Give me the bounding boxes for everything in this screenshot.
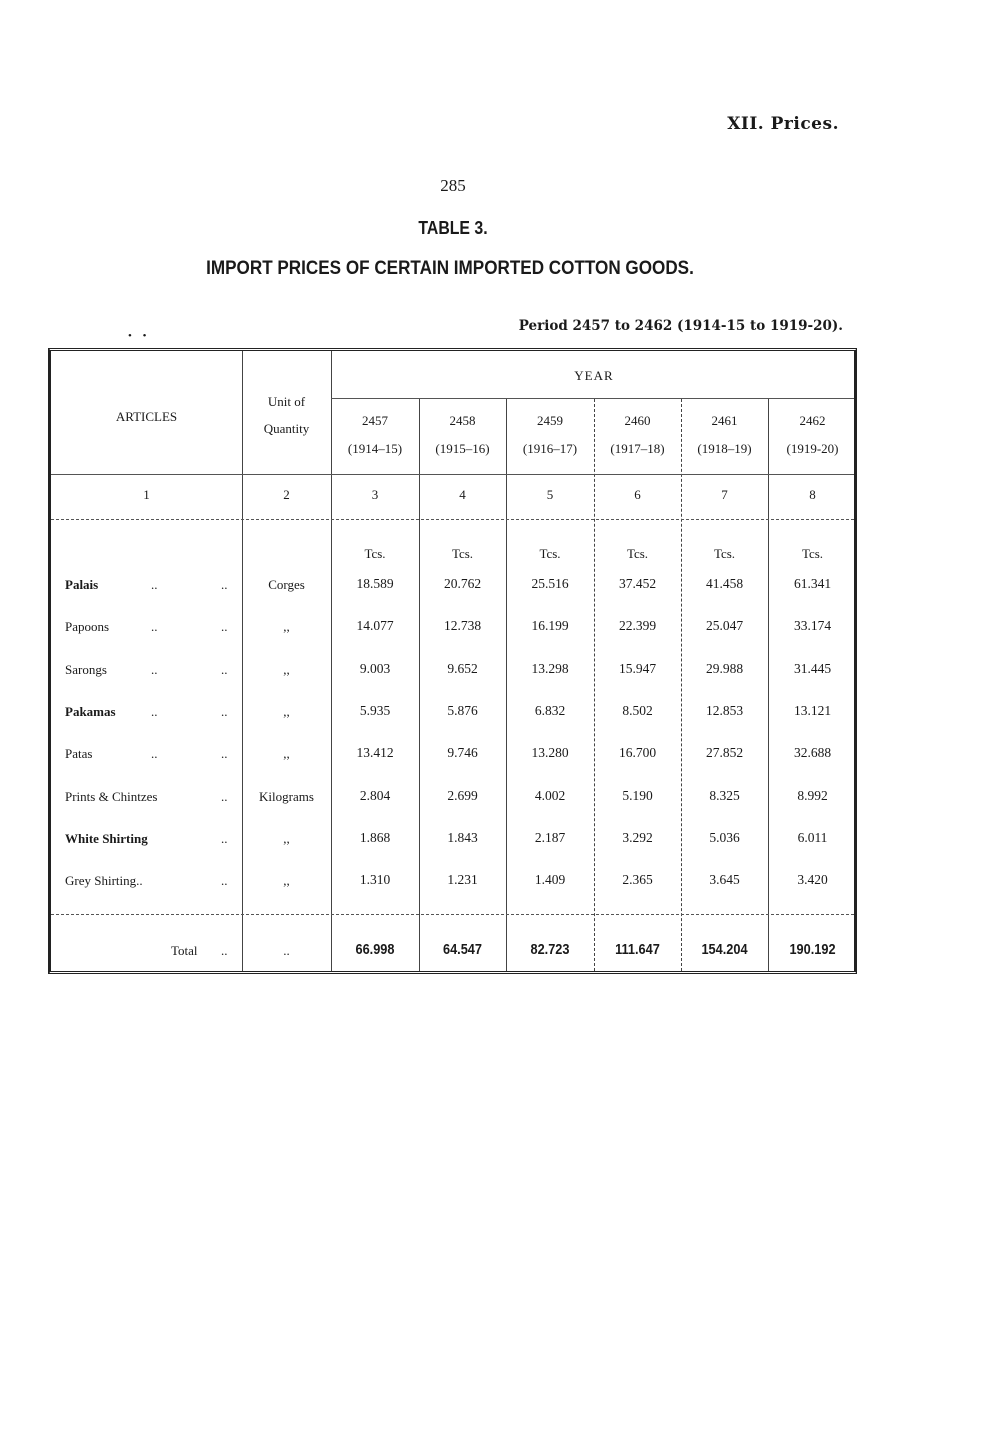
price-value: 13.280: [531, 745, 569, 760]
leader-dots: ..: [221, 943, 228, 958]
price-value: 12.738: [443, 618, 482, 633]
article-name: Sarongs: [65, 662, 107, 677]
column-number: 6: [634, 487, 641, 502]
stray-dots: • •: [128, 330, 151, 342]
article-name: Patas: [65, 746, 93, 761]
currency-unit: Tcs.: [539, 546, 561, 561]
unit-of-quantity: Corges: [268, 577, 305, 592]
column-number: 1: [143, 487, 150, 502]
leader-dots: ..: [151, 662, 158, 677]
price-value: 2.365: [622, 872, 653, 887]
price-value: 16.700: [618, 745, 657, 760]
unit-of-quantity: ,,: [283, 831, 290, 846]
table-number: TABLE 3.: [418, 218, 488, 238]
row-divider: [331, 398, 854, 399]
price-value: 1.409: [534, 872, 566, 887]
leader-dots: ..: [221, 704, 228, 719]
total-value: 82.723: [530, 941, 570, 958]
price-value: 1.868: [359, 830, 391, 845]
year-ad: (1918–19): [697, 441, 752, 456]
price-value: 32.688: [793, 745, 832, 760]
year-be: 2459: [537, 413, 563, 428]
price-value: 3.292: [622, 830, 653, 845]
total-label: Total: [171, 943, 198, 958]
year-ad: (1917–18): [610, 441, 665, 456]
price-value: 1.843: [447, 830, 478, 845]
price-value: 2.804: [359, 788, 391, 803]
price-value: 13.121: [793, 703, 832, 718]
article-name: White Shirting: [65, 831, 148, 846]
leader-dots: ..: [221, 789, 228, 804]
price-value: 3.645: [709, 872, 740, 887]
article-name: Palais: [65, 577, 99, 592]
price-value: 20.762: [443, 576, 482, 591]
price-value: 5.036: [709, 830, 740, 845]
price-value: 4.002: [534, 788, 566, 803]
price-value: 13.412: [356, 745, 394, 760]
currency-unit: Tcs.: [451, 546, 474, 561]
page-number: 285: [440, 176, 466, 195]
price-value: 25.047: [705, 618, 744, 633]
price-value: 27.852: [705, 745, 744, 760]
price-value: 25.516: [531, 576, 569, 591]
year-header: YEAR: [574, 368, 614, 383]
total-value: 66.998: [355, 941, 395, 958]
currency-unit: Tcs.: [364, 546, 386, 561]
leader-dots: ..: [221, 873, 228, 888]
price-table: [48, 348, 857, 974]
unit-header-line1: Unit of: [267, 394, 306, 409]
unit-header-line2: Quantity: [263, 421, 310, 436]
leader-dots: ..: [221, 577, 228, 592]
unit-of-quantity: Kilograms: [259, 789, 314, 804]
price-value: 41.458: [705, 576, 744, 591]
currency-unit: Tcs.: [801, 546, 824, 561]
leader-dots: ..: [221, 746, 228, 761]
leader-dots: ..: [221, 831, 228, 846]
price-value: 18.589: [356, 576, 394, 591]
row-divider: [51, 519, 854, 520]
total-value: 190.192: [789, 941, 836, 958]
price-value: 9.003: [359, 661, 391, 676]
period-label: Period 2457 to 2462 (1914-15 to 1919-20).: [518, 318, 843, 334]
article-name: Pakamas: [65, 704, 116, 719]
leader-dots: ..: [221, 662, 228, 677]
price-value: 5.935: [359, 703, 391, 718]
total-value: 154.204: [701, 941, 748, 958]
unit-of-quantity: ,,: [283, 746, 290, 761]
price-value: 33.174: [793, 618, 832, 633]
price-value: 9.652: [447, 661, 478, 676]
year-be: 2461: [711, 413, 738, 428]
price-value: 15.947: [618, 661, 657, 676]
price-value: 1.231: [447, 872, 478, 887]
year-be: 2462: [799, 413, 826, 428]
year-ad: (1916–17): [522, 441, 578, 456]
row-divider: [51, 914, 854, 915]
unit-of-quantity: ,,: [283, 662, 290, 677]
price-value: 9.746: [447, 745, 478, 760]
price-value: 22.399: [618, 618, 657, 633]
total-unit: ..: [283, 943, 290, 958]
price-value: 16.199: [531, 618, 569, 633]
price-value: 2.187: [534, 830, 566, 845]
year-be: 2457: [362, 413, 388, 428]
column-number: 3: [371, 487, 379, 502]
year-ad: (1914–15): [347, 441, 403, 456]
price-value: 29.988: [705, 661, 744, 676]
price-value: 8.325: [709, 788, 740, 803]
column-number: 2: [283, 487, 290, 502]
row-divider: [51, 474, 854, 475]
price-value: 5.190: [622, 788, 653, 803]
price-value: 37.452: [618, 576, 657, 591]
price-value: 5.876: [447, 703, 478, 718]
unit-of-quantity: ,,: [283, 873, 290, 888]
price-value: 3.420: [797, 872, 828, 887]
price-value: 8.992: [797, 788, 828, 803]
unit-of-quantity: ,,: [283, 619, 290, 634]
leader-dots: ..: [151, 577, 158, 592]
year-be: 2458: [449, 413, 476, 428]
price-value: 14.077: [356, 618, 394, 633]
column-number: 8: [809, 487, 816, 502]
leader-dots: ..: [151, 746, 158, 761]
column-number: 4: [459, 487, 466, 502]
price-value: 2.699: [447, 788, 478, 803]
price-value: 6.011: [797, 830, 828, 845]
price-value: 61.341: [793, 576, 832, 591]
price-value: 12.853: [705, 703, 744, 718]
column-number: 5: [546, 487, 554, 502]
year-ad: (1919-20): [786, 441, 839, 456]
price-value: 6.832: [534, 703, 566, 718]
article-name: Papoons: [65, 619, 110, 634]
currency-unit: Tcs.: [713, 546, 736, 561]
leader-dots: ..: [151, 704, 158, 719]
total-value: 64.547: [442, 941, 482, 958]
total-value: 111.647: [615, 941, 660, 958]
price-value: 1.310: [359, 872, 391, 887]
price-value: 8.502: [622, 703, 653, 718]
currency-unit: Tcs.: [626, 546, 649, 561]
year-be: 2460: [624, 413, 651, 428]
price-value: 31.445: [793, 661, 832, 676]
articles-header: ARTICLES: [115, 409, 178, 424]
price-value: 13.298: [531, 661, 569, 676]
leader-dots: ..: [151, 619, 158, 634]
year-ad: (1915–16): [435, 441, 490, 456]
section-header: XII. Prices.: [727, 114, 839, 134]
article-name: Grey Shirting..: [65, 873, 143, 888]
unit-of-quantity: ,,: [283, 704, 290, 719]
table-title: IMPORT PRICES OF CERTAIN IMPORTED COTTON GOODS.: [206, 258, 694, 279]
article-name: Prints & Chintzes: [65, 789, 158, 804]
leader-dots: ..: [221, 619, 228, 634]
column-number: 7: [721, 487, 728, 502]
